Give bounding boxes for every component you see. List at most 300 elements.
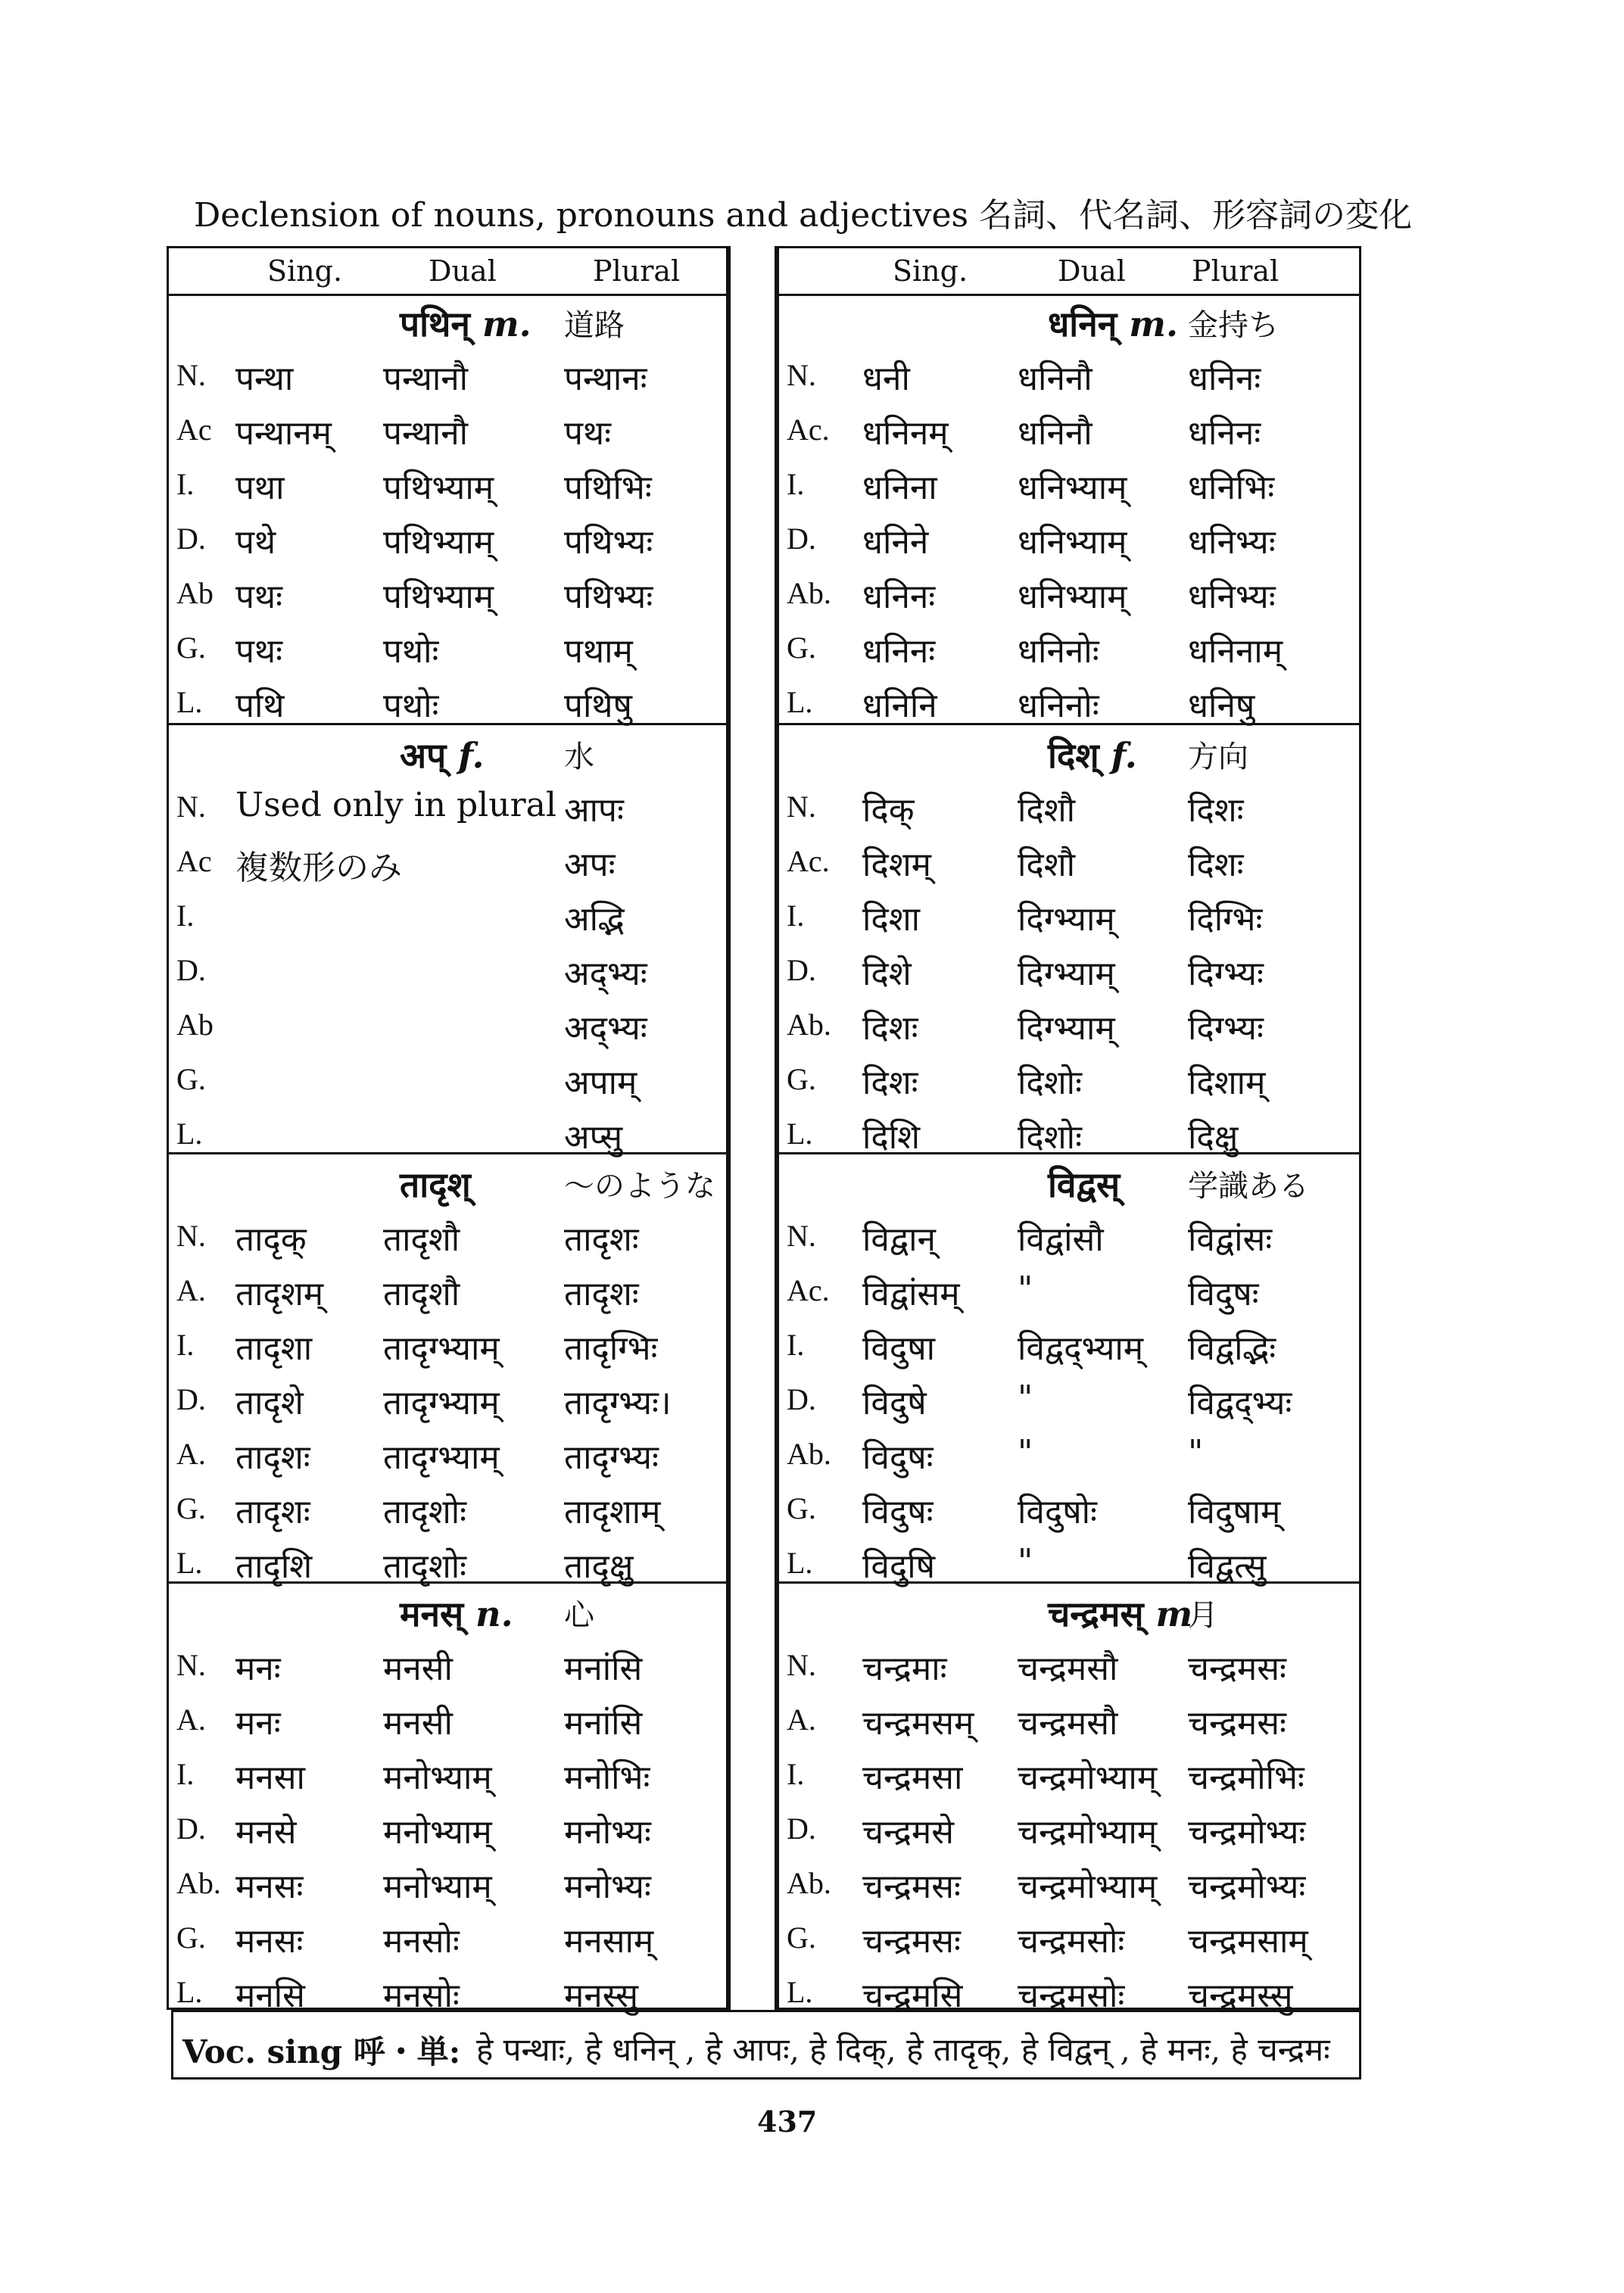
dual-form: विद्वांसौ: [1018, 1220, 1104, 1259]
case-label: D.: [787, 1382, 816, 1416]
headword: [1048, 1590, 1192, 1637]
plural-form: विद्वांसः: [1188, 1220, 1273, 1259]
dual-form: पथोः: [383, 687, 439, 725]
singular-form: तादृशम्: [235, 1275, 324, 1313]
table-row: [779, 942, 1359, 996]
table-header: [779, 248, 1359, 296]
plural-form: विदुषाम्: [1188, 1493, 1281, 1531]
table-row: [169, 456, 726, 510]
headword-stem: विद्वस्: [1048, 1164, 1121, 1205]
dual-form: तादृशोः: [383, 1493, 467, 1531]
singular-form: चन्द्रमसा: [862, 1759, 963, 1797]
dual-form: दिग्भ्याम्: [1018, 900, 1115, 939]
dual-form: मनसोः: [383, 1922, 460, 1961]
case-label: G.: [787, 1491, 816, 1525]
dual-form: पथोः: [383, 632, 439, 671]
singular-form: चन्द्रमसः: [862, 1868, 961, 1906]
vocative-singular-line: [171, 2010, 1361, 2080]
singular-form: मनसे: [235, 1813, 297, 1852]
case-label: Ac: [176, 413, 212, 447]
plural-form: ": [1188, 1433, 1204, 1472]
dual-form: दिशौ: [1018, 846, 1076, 884]
case-label: N.: [176, 1648, 206, 1682]
table-row: [779, 510, 1359, 565]
singular-form: पथि: [235, 687, 285, 725]
table-row: [169, 347, 726, 401]
case-label: A.: [176, 1703, 206, 1737]
table-row: [779, 1480, 1359, 1534]
singular-form: दिशे: [862, 955, 912, 993]
case-label: G.: [176, 1062, 206, 1096]
table-row: [169, 887, 726, 942]
case-label: Ac: [176, 844, 212, 878]
headword-stem: अप्: [400, 735, 447, 776]
plural-form: दिग्भ्यः: [1188, 1009, 1264, 1048]
case-label: I.: [176, 1328, 195, 1362]
dual-form: धनिभ्याम्: [1018, 523, 1127, 562]
plural-form: तादृग्भ्यः।: [564, 1384, 672, 1422]
singular-form: धनिना: [862, 469, 937, 507]
plural-form: मनोभ्यः: [564, 1868, 651, 1906]
case-label: D.: [176, 953, 206, 987]
headword-stem: पथिन्: [400, 304, 470, 344]
table-row: [169, 942, 726, 996]
case-label: L.: [176, 685, 203, 719]
plural-form: दिक्षु: [1188, 1118, 1239, 1157]
singular-form: तादृशि: [235, 1547, 313, 1586]
headword: [1048, 300, 1178, 347]
case-label: Ac.: [787, 1273, 830, 1307]
singular-form: विदुषे: [862, 1384, 927, 1422]
singular-form: दिशा: [862, 900, 921, 939]
singular-form: मनः: [235, 1650, 281, 1688]
singular-form: मनसि: [235, 1977, 305, 2015]
plural-form: अप्सु: [564, 1118, 623, 1157]
case-label: N.: [176, 790, 206, 824]
dual-form: तादृशौ: [383, 1275, 460, 1313]
dual-form: विद्वद्भ्याम्: [1018, 1329, 1144, 1368]
plural-form: दिग्भ्यः: [1188, 955, 1264, 993]
case-label: G.: [787, 1062, 816, 1096]
case-label: D.: [176, 522, 206, 556]
case-label: Ab.: [787, 1866, 831, 1900]
case-label: L.: [176, 1117, 203, 1151]
plural-form: मनांसि: [564, 1704, 643, 1743]
plural-form: पथिभिः: [564, 469, 652, 507]
page-title: Declension of nouns, pronouns and adjectives 名詞、代名詞、形容詞の変化: [194, 196, 1413, 235]
plural-form: धनिभ्यः: [1188, 578, 1276, 616]
header-dual: Dual: [429, 254, 497, 288]
dual-form: तादृशोः: [383, 1547, 467, 1586]
headword-gender: m.: [482, 304, 531, 344]
singular-form: पथे: [235, 523, 276, 562]
case-label: G.: [176, 1491, 206, 1525]
case-label: A.: [176, 1437, 206, 1471]
header-singular: Sing.: [893, 254, 968, 288]
plural-form: चन्द्रमोभ्यः: [1188, 1813, 1306, 1852]
headword-meaning: 学識ある: [1188, 1169, 1309, 1204]
case-label: Ac.: [787, 844, 830, 878]
dual-form: दिशोः: [1018, 1118, 1082, 1157]
plural-form: तादृशः: [564, 1275, 639, 1313]
case-label: I.: [176, 899, 195, 933]
headword-meaning: 方向: [1188, 740, 1248, 774]
singular-form: पथः: [235, 578, 282, 616]
dual-form: चन्द्रमोभ्याम्: [1018, 1759, 1158, 1797]
singular-form: धनिनि: [862, 687, 937, 725]
headword-stem: चन्द्रमस्: [1048, 1594, 1144, 1634]
case-label: G.: [787, 1921, 816, 1955]
case-label: I.: [787, 1757, 805, 1791]
headword-meaning: 水: [564, 740, 594, 774]
table-row: [169, 1480, 726, 1534]
dual-form: विदुषोः: [1018, 1493, 1097, 1531]
case-label: D.: [176, 1382, 206, 1416]
case-label: A.: [787, 1703, 816, 1737]
plural-form: अपः: [564, 846, 616, 884]
headword: [400, 1590, 513, 1637]
plural-form: तादृक्षु: [564, 1547, 634, 1586]
plural-form: मनोभिः: [564, 1759, 650, 1797]
table-row: [169, 674, 726, 728]
case-label: G.: [787, 631, 816, 665]
table-row: [169, 1637, 726, 1691]
plural-form: पथिभ्यः: [564, 523, 653, 562]
singular-form: विद्वांसम्: [862, 1275, 960, 1313]
case-label: N.: [176, 1219, 206, 1253]
table-row: [779, 778, 1359, 833]
case-label: D.: [787, 522, 816, 556]
singular-form: पन्थानम्: [235, 414, 332, 453]
plural-form: दिशः: [1188, 791, 1244, 830]
case-label: L.: [787, 1546, 813, 1580]
table-row: [169, 1051, 726, 1105]
declension-block: [779, 294, 1359, 723]
plural-form: मनोभ्यः: [564, 1813, 651, 1852]
plural-form: पथाम्: [564, 632, 633, 671]
table-row: [169, 1855, 726, 1909]
dual-form: चन्द्रमोभ्याम्: [1018, 1813, 1158, 1852]
table-row: [169, 619, 726, 674]
table-row: [779, 1262, 1359, 1316]
dual-form: चन्द्रमोभ्याम्: [1018, 1868, 1158, 1906]
header-plural: Plural: [593, 254, 681, 288]
plural-form: धनिनाम्: [1188, 632, 1283, 671]
singular-form: विदुषः: [862, 1493, 934, 1531]
table-row: [779, 996, 1359, 1051]
singular-form: दिशः: [862, 1009, 918, 1048]
table-row: [169, 1262, 726, 1316]
headword-meaning: 道路: [564, 308, 625, 343]
case-label: Ab: [176, 576, 214, 610]
vocative-forms: हे पन्थाः, हे धनिन् , हे आपः, हे दिक्, हे तादृक्, हे विद्वन् , हे मनः, हे चन्द्रमः: [476, 2031, 1330, 2068]
plural-form: विद्वद्भ्यः: [1188, 1384, 1292, 1422]
table-row: [169, 1746, 726, 1800]
headword-gender: m: [1155, 1594, 1193, 1634]
table-row: [779, 1316, 1359, 1371]
dual-form: दिशोः: [1018, 1064, 1082, 1102]
dual-form: चन्द्रमसोः: [1018, 1977, 1125, 2015]
header-singular: Sing.: [267, 254, 343, 288]
table-row: [169, 1371, 726, 1425]
headword-stem: दिश्: [1048, 735, 1099, 776]
dual-form: चन्द्रमसौ: [1018, 1650, 1118, 1688]
table-row: [779, 1207, 1359, 1262]
singular-form: धनिनः: [862, 632, 936, 671]
dual-form: पन्थानौ: [383, 414, 469, 453]
singular-form: चन्द्रमसे: [862, 1813, 954, 1852]
dual-form: धनिनौ: [1018, 360, 1093, 398]
plural-form: धनिनः: [1188, 360, 1261, 398]
case-label: I.: [787, 467, 805, 501]
singular-form: मनसः: [235, 1922, 304, 1961]
headword: [1048, 1161, 1120, 1207]
dual-form: मनसी: [383, 1650, 453, 1688]
singular-form: तादृशा: [235, 1329, 313, 1368]
dual-form: पथिभ्याम्: [383, 578, 494, 616]
singular-form: तादृशः: [235, 1438, 310, 1477]
plural-form: चन्द्रमसः: [1188, 1704, 1286, 1743]
table-row: [169, 996, 726, 1051]
headword: [400, 731, 484, 778]
table-header: [169, 248, 726, 296]
dual-form: मनसी: [383, 1704, 453, 1743]
case-label: A.: [176, 1273, 206, 1307]
headword: [400, 300, 531, 347]
case-label: N.: [787, 358, 816, 392]
table-row: [779, 565, 1359, 619]
singular-form: दिशम्: [862, 846, 931, 884]
singular-form: पथः: [235, 632, 282, 671]
singular-form: मनसः: [235, 1868, 304, 1906]
headword-stem: मनस्: [400, 1594, 464, 1634]
dual-form: पथिभ्याम्: [383, 523, 494, 562]
table-row: [779, 456, 1359, 510]
singular-form: धनी: [862, 360, 910, 398]
case-label: G.: [176, 1921, 206, 1955]
singular-form: 複数形のみ: [235, 849, 402, 887]
dual-form: पथिभ्याम्: [383, 469, 494, 507]
table-row: [169, 833, 726, 887]
dual-form: मनोभ्याम्: [383, 1813, 492, 1852]
dual-form: ": [1018, 1542, 1033, 1581]
declension-block: [779, 1152, 1359, 1584]
declension-block: [779, 723, 1359, 1157]
table-row: [169, 1909, 726, 1964]
header-plural: Plural: [1192, 254, 1280, 288]
table-row: [169, 1207, 726, 1262]
dual-form: चन्द्रमसौ: [1018, 1704, 1118, 1743]
singular-form: दिशि: [862, 1118, 921, 1157]
headword-stem: तादृश्: [400, 1164, 471, 1205]
singular-form: तादृशः: [235, 1493, 310, 1531]
case-label: N.: [176, 358, 206, 392]
singular-form: विदुषा: [862, 1329, 936, 1368]
dual-form: दिग्भ्याम्: [1018, 955, 1115, 993]
plural-form: पथिषु: [564, 687, 632, 725]
table-row: [779, 1855, 1359, 1909]
plural-form: तादृग्भ्यः: [564, 1438, 659, 1477]
dual-form: मनोभ्याम्: [383, 1868, 492, 1906]
plural-form: आपः: [564, 791, 624, 830]
right-declension-table: [777, 246, 1361, 2015]
singular-form: तादृशे: [235, 1384, 304, 1422]
plural-form: चन्द्रमोभ्यः: [1188, 1868, 1306, 1906]
plural-form: विद्वद्भिः: [1188, 1329, 1276, 1368]
declension-block: [169, 723, 726, 1157]
declension-block: [169, 1581, 726, 2013]
dual-form: पन्थानौ: [383, 360, 469, 398]
column-divider: [728, 246, 777, 2010]
table-row: [779, 1051, 1359, 1105]
plural-form: दिग्भिः: [1188, 900, 1263, 939]
headword: [400, 1161, 471, 1207]
table-row: [779, 1909, 1359, 1964]
dual-form: ": [1018, 1270, 1033, 1308]
case-label: Ac.: [787, 413, 830, 447]
headword-meaning: 月: [1188, 1598, 1218, 1633]
singular-form: चन्द्रमसम्: [862, 1704, 974, 1743]
singular-form: विदुषः: [862, 1438, 934, 1477]
dual-form: तादृशौ: [383, 1220, 460, 1259]
table-row: [169, 1691, 726, 1746]
table-row: [169, 1800, 726, 1855]
dual-form: धनिनोः: [1018, 632, 1099, 671]
table-row: [779, 1746, 1359, 1800]
plural-form: तादृग्भिः: [564, 1329, 658, 1368]
table-row: [169, 1316, 726, 1371]
case-label: Ab.: [787, 576, 831, 610]
headword-gender: f.: [458, 735, 485, 776]
dual-form: तादृग्भ्याम्: [383, 1329, 500, 1368]
case-label: D.: [176, 1812, 206, 1846]
singular-form: पथा: [235, 469, 285, 507]
singular-form: विद्वान्: [862, 1220, 936, 1259]
dual-form: धनिनौ: [1018, 414, 1093, 453]
plural-form: अद्भ्यः: [564, 955, 647, 993]
singular-form: मनसा: [235, 1759, 305, 1797]
case-label: L.: [176, 1546, 203, 1580]
plural-form: दिशाम्: [1188, 1064, 1266, 1102]
headword-meaning: ～のような: [564, 1169, 715, 1204]
table-row: [169, 510, 726, 565]
declension-block: [169, 294, 726, 723]
plural-form: धनिभ्यः: [1188, 523, 1276, 562]
dual-form: मनोभ्याम्: [383, 1759, 492, 1797]
dual-form: धनिभ्याम्: [1018, 469, 1127, 507]
plural-form: अद्भ्यः: [564, 1009, 647, 1048]
plural-form: अपाम्: [564, 1064, 637, 1102]
table-row: [169, 565, 726, 619]
table-row: [779, 347, 1359, 401]
table-row: [779, 887, 1359, 942]
plural-form: पथिभ्यः: [564, 578, 653, 616]
case-label: I.: [176, 467, 195, 501]
singular-form: चन्द्रमाः: [862, 1650, 947, 1688]
header-dual: Dual: [1058, 254, 1126, 288]
dual-form: मनसोः: [383, 1977, 460, 2015]
table-row: [779, 401, 1359, 456]
case-label: L.: [787, 685, 813, 719]
plural-form: चन्द्रमसाम्: [1188, 1922, 1308, 1961]
dual-form: चन्द्रमसोः: [1018, 1922, 1125, 1961]
case-label: D.: [787, 953, 816, 987]
plural-form: चन्द्रमसः: [1188, 1650, 1286, 1688]
plural-form: तादृशः: [564, 1220, 639, 1259]
singular-form: Used only in plural: [235, 786, 556, 824]
headword-gender: f.: [1111, 735, 1137, 776]
plural-form: विद्वत्सु: [1188, 1547, 1267, 1586]
plural-form: दिशः: [1188, 846, 1244, 884]
headword-gender: n.: [475, 1594, 513, 1634]
dual-form: तादृग्भ्याम्: [383, 1384, 500, 1422]
plural-form: पन्थानः: [564, 360, 647, 398]
singular-form: पन्था: [235, 360, 294, 398]
vocative-label: Voc. sing 呼・単:: [182, 2033, 461, 2070]
case-label: Ab.: [176, 1866, 221, 1900]
dual-form: ": [1018, 1433, 1033, 1472]
plural-form: मनस्सु: [564, 1977, 639, 2015]
headword-gender: m.: [1129, 304, 1178, 344]
table-row: [779, 1425, 1359, 1480]
case-label: G.: [176, 631, 206, 665]
plural-form: चन्द्रमस्सु: [1188, 1977, 1293, 2015]
left-declension-table: [167, 246, 728, 2015]
page-number: 437: [757, 2105, 818, 2139]
plural-form: अद्भि: [564, 900, 625, 939]
case-label: Ab.: [787, 1008, 831, 1042]
singular-form: दिशः: [862, 1064, 918, 1102]
table-row: [779, 833, 1359, 887]
dual-form: धनिभ्याम्: [1018, 578, 1127, 616]
singular-form: धनिने: [862, 523, 929, 562]
case-label: I.: [176, 1757, 195, 1791]
plural-form: मनांसि: [564, 1650, 643, 1688]
singular-form: धनिनः: [862, 578, 936, 616]
plural-form: मनसाम्: [564, 1922, 654, 1961]
plural-form: धनिषु: [1188, 687, 1255, 725]
case-label: I.: [787, 899, 805, 933]
plural-form: तादृशाम्: [564, 1493, 661, 1531]
table-row: [169, 778, 726, 833]
plural-form: विदुषः: [1188, 1275, 1259, 1313]
headword-meaning: 心: [564, 1598, 594, 1633]
plural-form: धनिनः: [1188, 414, 1261, 453]
table-row: [779, 1691, 1359, 1746]
table-row: [779, 619, 1359, 674]
plural-form: चन्द्रमोभिः: [1188, 1759, 1304, 1797]
case-label: Ab: [176, 1008, 214, 1042]
case-label: N.: [787, 1219, 816, 1253]
headword: [1048, 731, 1137, 778]
case-label: L.: [176, 1975, 203, 2009]
dual-form: तादृग्भ्याम्: [383, 1438, 500, 1477]
case-label: L.: [787, 1975, 813, 2009]
table-row: [779, 1371, 1359, 1425]
plural-form: धनिभिः: [1188, 469, 1275, 507]
dual-form: दिग्भ्याम्: [1018, 1009, 1115, 1048]
table-row: [779, 1800, 1359, 1855]
dual-form: दिशौ: [1018, 791, 1076, 830]
declension-block: [779, 1581, 1359, 2013]
singular-form: चन्द्रमसि: [862, 1977, 963, 2015]
singular-form: धनिनम्: [862, 414, 949, 453]
dual-form: ": [1018, 1379, 1033, 1417]
table-row: [169, 401, 726, 456]
singular-form: चन्द्रमसः: [862, 1922, 961, 1961]
headword-stem: धनिन्: [1048, 304, 1117, 344]
case-label: Ab.: [787, 1437, 831, 1471]
